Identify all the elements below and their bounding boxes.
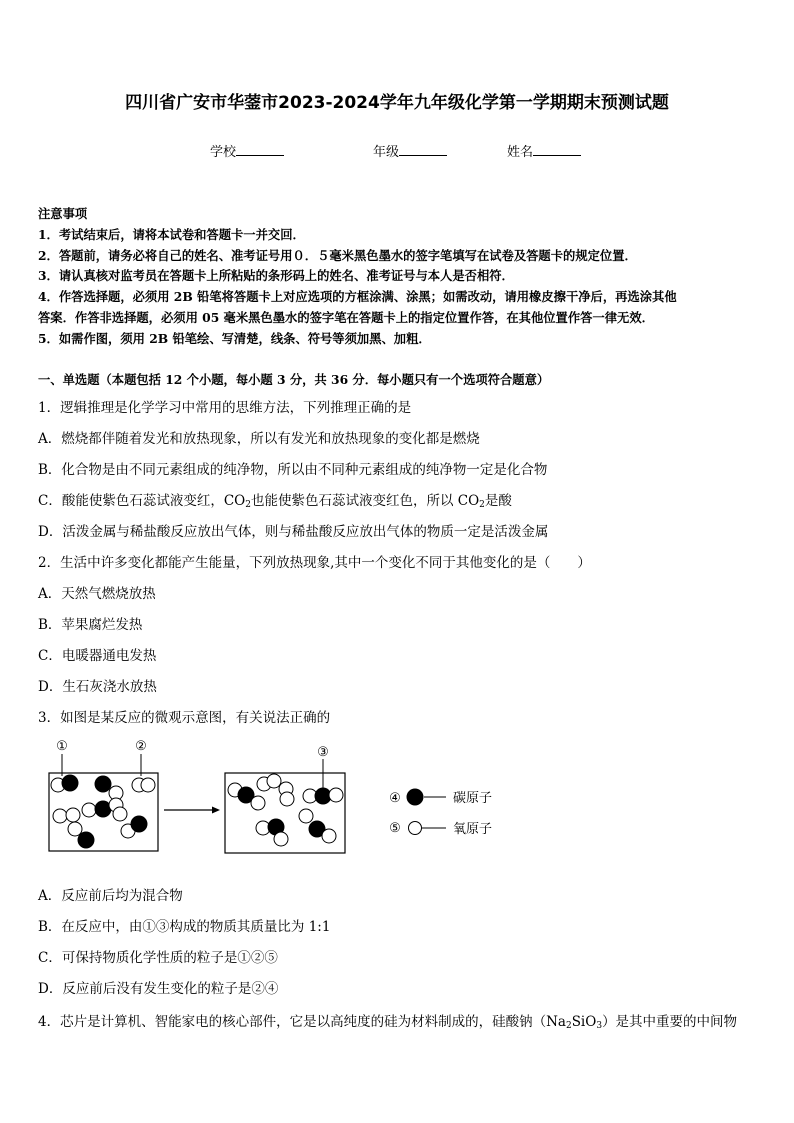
q1-c-part2: 也能使紫色石蕊试液变红色，所以 CO [250, 493, 480, 509]
q2-option-d[interactable]: D．生石灰浇水放热 [38, 679, 157, 695]
label-1: ① [56, 739, 68, 754]
q1-option-a[interactable]: A．燃烧都伴随着发光和放热现象，所以有发光和放热现象的变化都是燃烧 [38, 431, 480, 447]
legend-carbon-label: 碳原子 [453, 791, 493, 806]
co-molecule [82, 801, 112, 818]
notice-item: 1．考试结束后，请将本试卷和答题卡一并交回． [38, 227, 305, 242]
legend-5-number: ⑤ [389, 821, 401, 836]
question-4-stem [38, 1010, 737, 1031]
name-field[interactable] [507, 141, 581, 160]
oxygen-atom [68, 822, 82, 836]
notice-item: 4．作答选择题，必须用 2B 铅笔将答题卡上对应选项的方框涂满、涂黑；如需改动，请用橡皮擦干净后，再选涂其他 [38, 289, 677, 304]
q4-stem-part2: SiO [571, 1014, 597, 1030]
label-3: ③ [317, 745, 329, 760]
notice-item: 3．请认真核对监考员在答题卡上所粘贴的条形码上的姓名、准考证号与本人是否相符． [38, 268, 514, 283]
carbon-atom [95, 776, 112, 793]
arrow-head [212, 807, 220, 814]
oxygen-atom [113, 807, 127, 821]
co2-molecule [303, 788, 343, 805]
carbon-atom [131, 816, 148, 833]
notice-heading: 注意事项 [38, 206, 88, 221]
oxygen-atom [141, 778, 155, 792]
legend-oxygen-atom [409, 822, 422, 835]
school-field[interactable] [210, 141, 284, 160]
co2-molecule [256, 819, 288, 847]
oxygen-atom [66, 808, 80, 822]
q1-c-part3: 是酸 [484, 493, 512, 509]
co2-molecule [299, 809, 336, 843]
q1-c-part1: C．酸能使紫色石蕊试液变红，CO [38, 493, 246, 509]
q1-c-sub2: 2 [479, 500, 485, 510]
q1-option-d[interactable]: D．活泼金属与稀盐酸反应放出气体，则与稀盐酸反应放出气体的物质一定是活泼金属 [38, 524, 549, 540]
notice-item: 2．答题前，请务必将自己的姓名、准考证号用０．５毫米黑色墨水的签字笔填写在试卷及答题卡的规定位置． [38, 248, 637, 263]
question-2-stem: 2．生活中许多变化都能产生能量，下列放热现象,其中一个变化不同于其他变化的是（ ） [38, 555, 591, 571]
grade-blank[interactable] [399, 143, 447, 156]
co-molecule [51, 775, 79, 793]
section-heading: 一、单选题（本题包括 12 个小题，每小题 3 分，共 36 分．每小题只有一个选项符合题意） [38, 372, 550, 387]
question-3-stem: 3．如图是某反应的微观示意图，有关说法正确的 [38, 710, 331, 726]
q3-option-d[interactable]: D．反应前后没有发生变化的粒子是②④ [38, 981, 279, 997]
oxygen-atom [299, 809, 313, 823]
label-2: ② [135, 739, 147, 754]
oxygen-atom [274, 832, 288, 846]
reaction-microscopic-diagram [38, 732, 558, 862]
q4-sub1: 2 [565, 1021, 572, 1031]
q3-option-c[interactable]: C．可保持物质化学性质的粒子是①②⑤ [38, 950, 278, 966]
o2-molecule [279, 782, 294, 806]
q3-option-a[interactable]: A．反应前后均为混合物 [38, 888, 183, 904]
oxygen-atom [280, 792, 294, 806]
grade-field[interactable] [373, 141, 447, 160]
oxygen-atom [251, 796, 265, 810]
o2-molecule [257, 774, 281, 791]
co-molecule [95, 776, 124, 801]
co-molecule [68, 822, 95, 849]
q2-option-c[interactable]: C．电暖器通电发热 [38, 648, 157, 664]
carbon-atom [78, 832, 95, 849]
school-blank[interactable] [236, 143, 284, 156]
o2-molecule [132, 778, 155, 792]
o2-molecule [109, 798, 127, 821]
notice-item: 5．如需作图，须用 2B 铅笔绘、写清楚，线条、符号等须加黑、加粗． [38, 331, 431, 346]
q4-stem-part1: 4．芯片是计算机、智能家电的核心部件，它是以高纯度的硅为材料制成的，硅酸钠（Na [38, 1014, 566, 1030]
oxygen-atom [267, 774, 281, 788]
o2-molecule [53, 808, 80, 823]
oxygen-atom [82, 803, 96, 817]
page-title: 四川省广安市华蓥市2023-2024学年九年级化学第一学期期末预测试题 [125, 93, 669, 113]
oxygen-atom [53, 809, 67, 823]
q2-option-b[interactable]: B．苹果腐烂发热 [38, 617, 143, 633]
legend-4-number: ④ [389, 791, 401, 806]
school-label: 学校 [210, 145, 237, 160]
q4-stem-part3: ）是其中重要的中间物 [602, 1014, 738, 1030]
legend-carbon-atom [407, 789, 424, 806]
name-blank[interactable] [533, 143, 581, 156]
question-1-stem: 1．逻辑推理是化学学习中常用的思维方法，下列推理正确的是 [38, 400, 412, 416]
q2-option-a[interactable]: A．天然气燃烧放热 [38, 586, 156, 602]
name-label: 姓名 [507, 145, 534, 160]
q4-sub2: 3 [596, 1021, 603, 1031]
carbon-atom [62, 775, 79, 792]
oxygen-atom [322, 829, 336, 843]
notice-item: 答案．作答非选择题，必须用 05 毫米黑色墨水的签字笔在答题卡上的指定位置作答，在其他位置作答一律无效． [38, 310, 654, 325]
q1-option-b[interactable]: B．化合物是由不同元素组成的纯净物，所以由不同种元素组成的纯净物一定是化合物 [38, 462, 548, 478]
q1-c-sub1: 2 [245, 500, 251, 510]
legend-oxygen-label: 氧原子 [453, 822, 493, 837]
grade-label: 年级 [373, 145, 400, 160]
q3-option-b[interactable]: B．在反应中，由①③构成的物质其质量比为 1:1 [38, 919, 331, 935]
oxygen-atom [329, 788, 343, 802]
q1-option-c[interactable] [38, 489, 512, 510]
